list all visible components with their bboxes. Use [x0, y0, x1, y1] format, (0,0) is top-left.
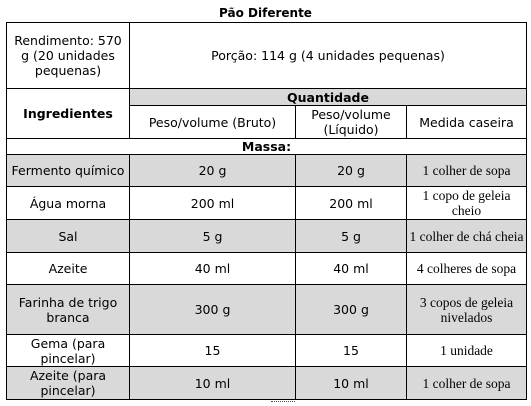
liquid-value: 300 g	[296, 285, 407, 335]
ingredient-name: Azeite	[7, 253, 130, 285]
household-value: 1 colher de chá cheia	[407, 220, 527, 253]
recipe-title: Pão Diferente	[219, 6, 312, 20]
liquid-value: 200 ml	[296, 187, 407, 220]
gross-value: 15	[130, 335, 296, 367]
ingredient-name: Fermento químico	[7, 155, 130, 187]
liquid-value: 15	[296, 335, 407, 367]
household-value: 1 unidade	[407, 335, 527, 367]
household-value: 1 colher de sopa	[407, 367, 527, 400]
ingredient-name: Água morna	[7, 187, 130, 220]
gross-value: 300 g	[130, 285, 296, 335]
liquid-header: Peso/volume (Líquido)	[296, 106, 407, 139]
household-value: 3 copos de geleia nivelados	[407, 285, 527, 335]
liquid-value: 40 ml	[296, 253, 407, 285]
ingredient-name: Sal	[7, 220, 130, 253]
household-value: 1 colher de sopa	[407, 155, 527, 187]
liquid-value: 10 ml	[296, 367, 407, 400]
gross-value: 5 g	[130, 220, 296, 253]
table-row	[7, 155, 527, 187]
table-row	[7, 187, 527, 220]
yield-cell: Rendimento: 570 g (20 unidades pequenas)	[7, 23, 130, 89]
page-cutoff	[6, 401, 526, 406]
ingredient-name: Farinha de trigo branca	[7, 285, 130, 335]
table-row	[7, 367, 527, 400]
table-row	[7, 285, 527, 335]
household-header: Medida caseira	[407, 106, 527, 139]
cutoff-mark	[271, 401, 295, 405]
gross-header: Peso/volume (Bruto)	[130, 106, 296, 139]
recipe-table	[6, 22, 527, 400]
liquid-value: 20 g	[296, 155, 407, 187]
ingredients-header: Ingredientes	[7, 89, 130, 139]
household-value: 4 colheres de sopa	[407, 253, 527, 285]
ingredient-name: Gema (para pincelar)	[7, 335, 130, 367]
gross-value: 200 ml	[130, 187, 296, 220]
table-row	[7, 220, 527, 253]
table-row	[7, 253, 527, 285]
liquid-value: 5 g	[296, 220, 407, 253]
ingredient-name: Azeite (para pincelar)	[7, 367, 130, 400]
gross-value: 20 g	[130, 155, 296, 187]
table-row	[7, 335, 527, 367]
portion-cell: Porção: 114 g (4 unidades pequenas)	[130, 23, 527, 89]
gross-value: 10 ml	[130, 367, 296, 400]
gross-value: 40 ml	[130, 253, 296, 285]
section-header: Massa:	[7, 139, 527, 155]
household-value: 1 copo de geleia cheio	[407, 187, 527, 220]
quantity-header: Quantidade	[130, 89, 527, 106]
